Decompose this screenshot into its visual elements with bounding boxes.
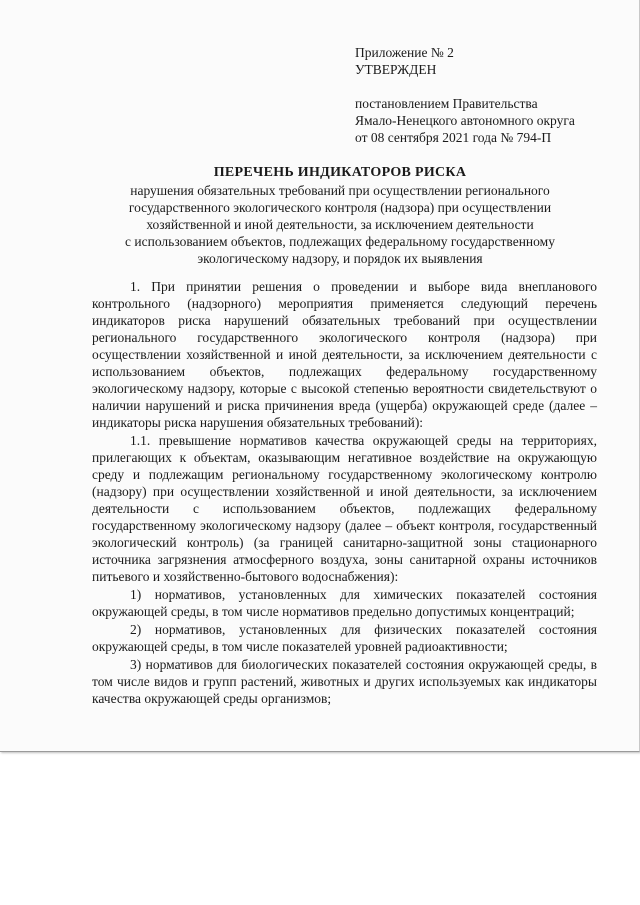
paragraph: 1.1. превышение нормативов качества окружающей среды на территориях, прилегающих к объектам, оказывающим негативное воздействие на окружающую среду и подлежащим региональному государственному экологическому контролю (надзору) при осуществлении хозяйственной и иной деятельности, за исключением деятельности с использованием объектов, подлежащих федеральному государственному экологическому надзору (далее – объект контроля, государственный экологический контроль) (за границей санитарно-защитной зоны стационарного источника загрязнения атмосферного воздуха, зоны санитарной охраны источников питьевого и хозяйственно-бытового водоснабжения): xyxy=(92,433,597,584)
document-subtitle xyxy=(90,182,590,267)
list-item: 1) нормативов, установленных для химических показателей состояния окружающей среды, в том числе нормативов предельно допустимых концентраций; xyxy=(92,587,597,619)
scan-background xyxy=(0,752,640,905)
subtitle-line: с использованием объектов, подлежащих федеральному государственному xyxy=(125,234,555,249)
document-body xyxy=(92,278,597,707)
paragraph: 1. При принятии решения о проведении и выборе вида внепланового контрольного (надзорного) мероприятия применяется следующий перечень индикаторов риска нарушений обязательных требований при осуществлении регионального государственного экологического контроля (надзора) при осуществлении хозяйственной и иной деятельности, за исключением деятельности с использованием объектов, подлежащих федеральному государственному экологическому надзору, которые с высокой степенью вероятности свидетельствуют о наличии нарушений и риска причинения вреда (ущерба) окружающей среде (далее – индикаторы риска нарушения обязательных требований): xyxy=(92,279,597,430)
appendix-number: Приложение № 2 xyxy=(355,45,454,60)
decree-line: Ямало-Ненецкого автономного округа xyxy=(355,113,575,128)
list-item: 2) нормативов, установленных для физических показателей состояния окружающей среды, в том числе показателей уровней радиоактивности; xyxy=(92,622,597,654)
subtitle-line: нарушения обязательных требований при осуществлении регионального xyxy=(130,183,550,198)
approved-stamp-text: УТВЕРЖДЕН xyxy=(355,62,437,77)
subtitle-line: государственного экологического контроля (надзора) при осуществлении xyxy=(128,200,552,215)
document-title: ПЕРЕЧЕНЬ ИНДИКАТОРОВ РИСКА xyxy=(213,165,467,180)
decree-date-line: от 08 сентября 2021 года № 794-П xyxy=(355,130,552,145)
list-item: 3) нормативов для биологических показателей состояния окружающей среды, в том числе видов и групп растений, животных и других используемых как индикаторы качества окружающей среды организмов; xyxy=(92,657,597,706)
subtitle-line: хозяйственной и иной деятельности, за исключением деятельности xyxy=(146,217,534,232)
approval-block xyxy=(355,44,625,146)
decree-line: постановлением Правительства xyxy=(355,96,538,111)
subtitle-line: экологическому надзору, и порядок их выявления xyxy=(197,251,483,266)
